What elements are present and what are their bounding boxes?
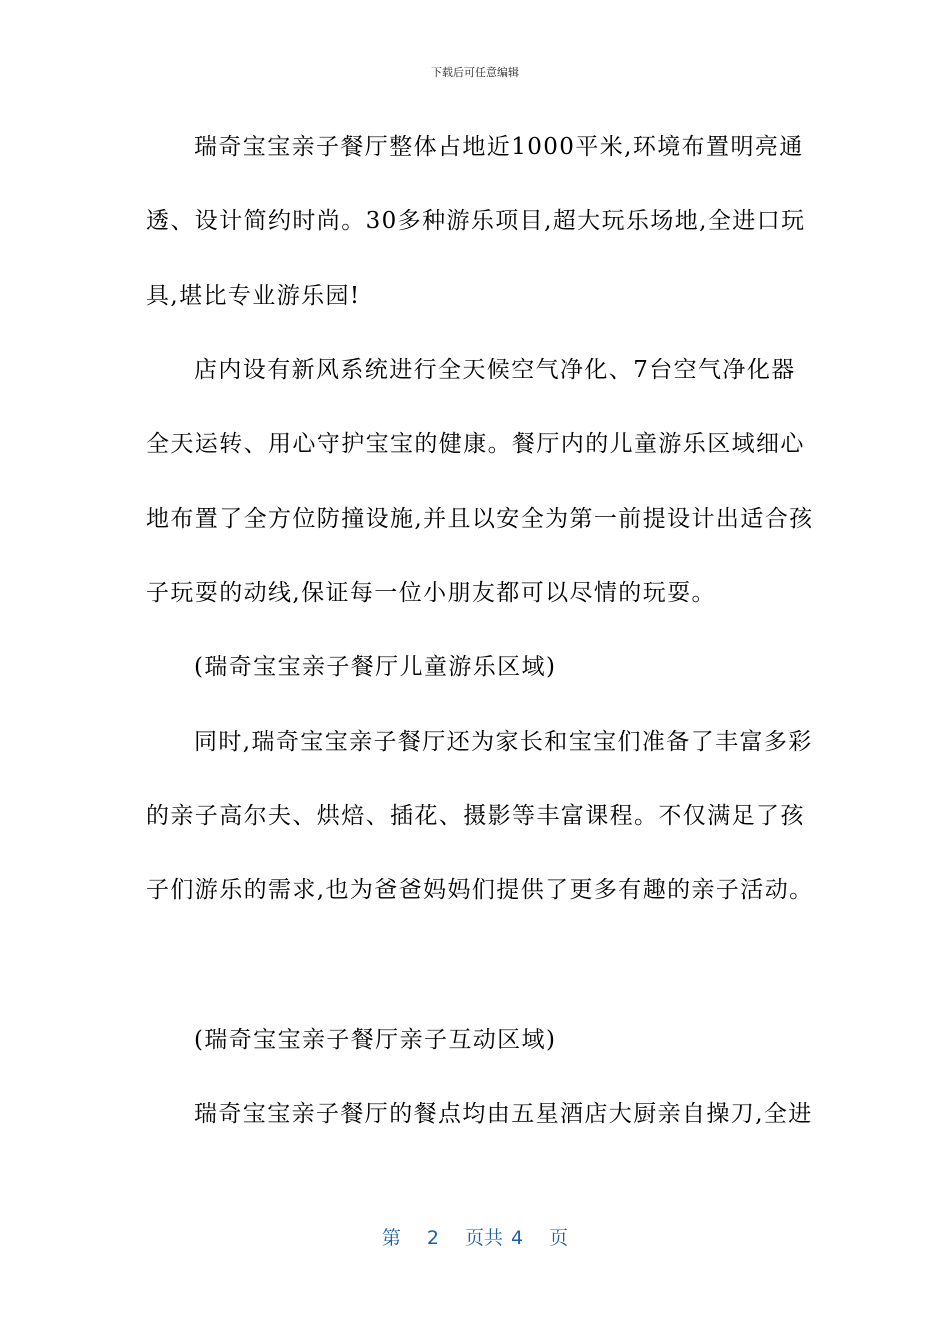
page-label-middle: 页共 [464, 1227, 503, 1249]
page-header: 下载后可任意编辑 [431, 66, 519, 79]
body-line: 店内设有新风系统进行全天候空气净化、7台空气净化器 [194, 357, 796, 383]
body-line: 瑞奇宝宝亲子餐厅整体占地近1000平米,环境布置明亮通 [194, 134, 804, 160]
body-line: 地布置了全方位防撞设施,并且以安全为第一前提设计出适合孩 [146, 506, 814, 532]
page-footer [0, 1226, 950, 1250]
image-caption: (瑞奇宝宝亲子餐厅亲子互动区域) [194, 1027, 557, 1053]
current-page-number: 2 [426, 1227, 439, 1249]
body-line: 瑞奇宝宝亲子餐厅的餐点均由五星酒店大厨亲自操刀,全进 [194, 1101, 813, 1127]
total-pages-number: 4 [511, 1227, 524, 1249]
body-line: 同时,瑞奇宝宝亲子餐厅还为家长和宝宝们准备了丰富多彩 [194, 729, 813, 755]
body-line: 子玩耍的动线,保证每一位小朋友都可以尽情的玩耍。 [146, 580, 716, 606]
body-line: 具,堪比专业游乐园! [146, 283, 361, 309]
body-line: 透、设计简约时尚。30多种游乐项目,超大玩乐场地,全进口玩 [146, 208, 806, 234]
body-line: 全天运转、用心守护宝宝的健康。餐厅内的儿童游乐区域细心 [146, 431, 805, 457]
body-line: 的亲子高尔夫、烘焙、插花、摄影等丰富课程。不仅满足了孩 [146, 803, 805, 829]
page-label-prefix: 第 [381, 1227, 401, 1249]
page-label-suffix: 页 [549, 1227, 569, 1249]
image-caption: (瑞奇宝宝亲子餐厅儿童游乐区域) [194, 654, 557, 680]
body-line: 子们游乐的需求,也为爸爸妈妈们提供了更多有趣的亲子活动。 [146, 877, 814, 903]
